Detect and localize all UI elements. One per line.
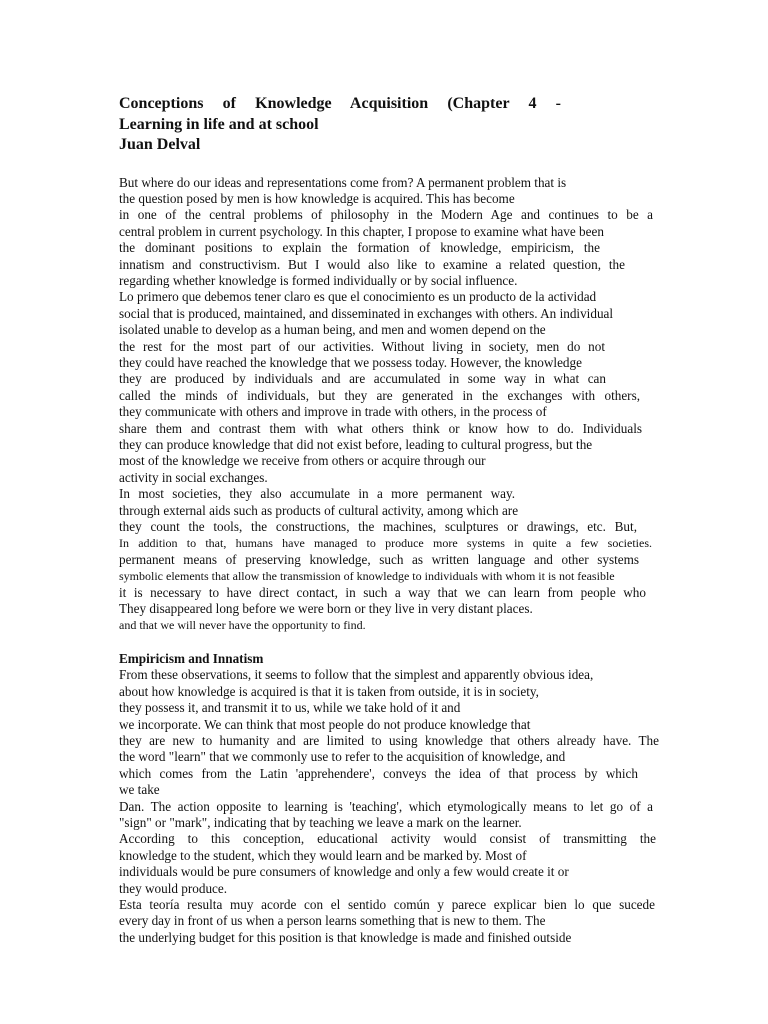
- text-line: "sign" or "mark", indicating that by teaching we leave a mark on the learner.: [119, 814, 522, 830]
- text-line: activity in social exchanges.: [119, 469, 268, 485]
- text-line: which comes from the Latin 'apprehendere', conveys the idea of that process by which: [119, 765, 638, 781]
- text-line: they are new to humanity and are limited to using knowledge that others already have. The: [119, 732, 659, 748]
- title-line-2: Learning in life and at school: [119, 115, 319, 133]
- text-line: the rest for the most part of our activities. Without living in society, men do not: [119, 338, 605, 354]
- text-line: Esta teoría resulta muy acorde con el sentido común y parece explicar bien lo que sucede: [119, 896, 655, 912]
- text-line: they possess it, and transmit it to us, while we take hold of it and: [119, 700, 461, 716]
- text-line: they can produce knowledge that did not exist before, leading to cultural progress, but the: [119, 437, 593, 452]
- text-line: In addition to that, humans have managed to produce more systems in quite a few societies.: [119, 536, 652, 551]
- text-line: the dominant positions to explain the formation of knowledge, empiricism, the: [119, 240, 600, 256]
- text-line: they count the tools, the constructions, the machines, sculptures or drawings, etc. But,: [119, 519, 637, 535]
- text-line: they communicate with others and improve in trade with others, in the process of: [119, 404, 547, 420]
- text-line: isolated unable to develop as a human being, and men and women depend on the: [119, 322, 546, 338]
- text-line: regarding whether knowledge is formed individually or by social influence.: [119, 272, 518, 288]
- text-line: They disappeared long before we were born or they live in very distant places.: [119, 601, 533, 617]
- document-page: [119, 94, 664, 946]
- text-line: In most societies, they also accumulate in a more permanent way.: [119, 486, 515, 502]
- text-line: symbolic elements that allow the transmission of knowledge to individuals with whom it is not feasible: [119, 569, 615, 584]
- text-line: the question posed by men is how knowledge is acquired. This has become: [119, 190, 515, 206]
- text-line: Lo primero que debemos tener claro es que el conocimiento es un producto de la actividad: [119, 289, 597, 305]
- text-line: we take: [119, 782, 160, 798]
- section-2-body: [119, 667, 664, 946]
- text-line: through external aids such as products of cultural activity, among which are: [119, 502, 519, 518]
- text-line: they could have reached the knowledge that we possess today. However, the knowledge: [119, 354, 582, 370]
- text-line: they are produced by individuals and are accumulated in some way in what can: [119, 371, 606, 387]
- text-line: most of the knowledge we receive from others or acquire through our: [119, 453, 486, 469]
- text-line: share them and contrast them with what others think or know how to do. Individuals: [119, 420, 642, 436]
- document-title: [119, 94, 664, 135]
- text-line: in one of the central problems of philosophy in the Modern Age and continues to be a: [119, 207, 653, 223]
- text-line: permanent means of preserving knowledge, such as written language and other systems: [119, 551, 639, 567]
- text-line: about how knowledge is acquired is that it is taken from outside, it is in society,: [119, 683, 539, 699]
- text-line: every day in front of us when a person learns something that is new to them. The: [119, 913, 546, 929]
- section-heading-empiricism: Empiricism and Innatism: [119, 650, 264, 666]
- text-line: Dan. The action opposite to learning is 'teaching', which etymologically means to let go of a: [119, 798, 653, 814]
- text-line: From these observations, it seems to follow that the simplest and apparently obvious idea,: [119, 667, 594, 683]
- title-line-1: Conceptions of Knowledge Acquisition (Chapter 4 -: [119, 95, 561, 112]
- text-line: we incorporate. We can think that most people do not produce knowledge that: [119, 716, 531, 732]
- text-line: According to this conception, educational activity would consist of transmitting the: [119, 831, 656, 847]
- text-line: knowledge to the student, which they would learn and be marked by. Most of: [119, 847, 527, 863]
- author-name: Juan Delval: [119, 136, 201, 153]
- text-line: and that we will never have the opportunity to find.: [119, 618, 366, 633]
- text-line: central problem in current psychology. In this chapter, I propose to examine what have been: [119, 223, 604, 239]
- text-line: But where do our ideas and representations come from? A permanent problem that is: [119, 174, 567, 190]
- text-line: the underlying budget for this position is that knowledge is made and finished outside: [119, 929, 572, 945]
- text-line: they would produce.: [119, 880, 228, 896]
- text-line: social that is produced, maintained, and disseminated in exchanges with others. An individual: [119, 305, 614, 321]
- text-line: called the minds of individuals, but they are generated in the exchanges with others,: [119, 387, 640, 403]
- text-line: it is necessary to have direct contact, in such a way that we can learn from people who: [119, 584, 646, 600]
- text-line: innatism and constructivism. But I would also like to examine a related question, the: [119, 256, 625, 272]
- text-line: the word "learn" that we commonly use to refer to the acquisition of knowledge, and: [119, 749, 566, 765]
- text-line: individuals would be pure consumers of knowledge and only a few would create it or: [119, 864, 569, 880]
- section-1-body: [119, 175, 664, 634]
